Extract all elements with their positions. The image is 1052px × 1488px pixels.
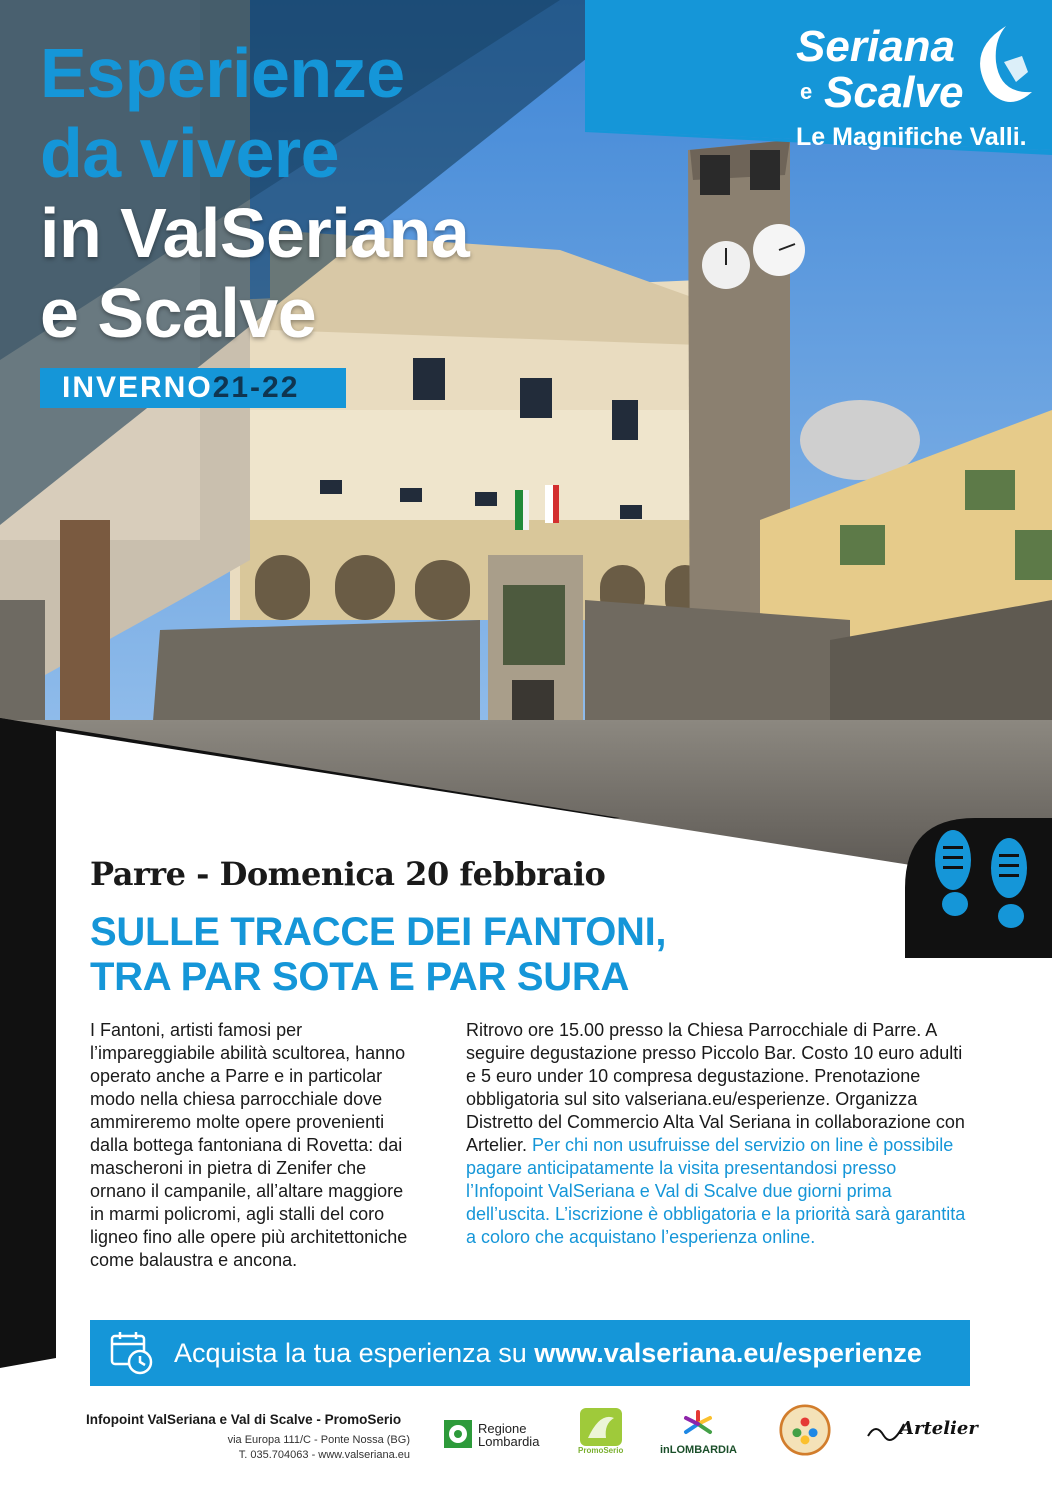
footer-contact: T. 035.704063 - www.valseriana.eu (238, 1449, 410, 1461)
purchase-text (174, 1320, 922, 1386)
artelier-text: Artelier (900, 1418, 978, 1439)
regione-line-1: Regione (478, 1421, 527, 1436)
title-line-4: e Scalve (40, 274, 317, 352)
event-title-line-1: SULLE TRACCE DEI FANTONI, (90, 910, 667, 954)
seriana-scalve-logo (790, 22, 1040, 162)
logo-conj: e (800, 79, 813, 104)
footer-organization: Infopoint ValSeriana e Val di Scalve - PromoSerio (86, 1412, 402, 1427)
footer-address: via Europa 111/C - Ponte Nossa (BG) (227, 1434, 410, 1446)
moon-goat-icon (970, 22, 1036, 108)
inlombardia-text: inLOMBARDIA (660, 1444, 737, 1456)
event-title-line-2: TRA PAR SOTA E PAR SURA (90, 955, 630, 999)
title-line-1: Esperienze (40, 34, 405, 112)
description-left: I Fantoni, artisti famosi per l’impareggiabile abilità scultorea, hanno operato anche a Parre e in particolar modo nella chiesa parrocchiale dove ammireremo molte opere provenienti dalla bottega fantoniana di Rovetta: dai mascheroni in pietra di Zenifer che ornano il campanile, all’altare maggiore in marmi policromi, agli stalli del coro ligneo fino alle opere più architettoniche come balaustra e ancona. (90, 1020, 408, 1270)
purchase-banner[interactable] (90, 1320, 970, 1386)
description-right (466, 1019, 966, 1249)
title-line-2: da vivere (40, 114, 340, 192)
season-word: INVERNO (62, 371, 213, 404)
promoserio-text: PromoSerio (578, 1446, 624, 1455)
regione-line-2: Lombardia (478, 1434, 540, 1449)
footprints-badge (905, 818, 1052, 958)
logo-line-1: Seriana (796, 22, 955, 71)
logo-line-2: Scalve (824, 68, 964, 117)
rose-cross-icon (444, 1420, 472, 1448)
calendar-clock-icon (110, 1330, 154, 1376)
left-black-band (0, 718, 90, 1368)
regione-lombardia-logo (444, 1404, 554, 1456)
event-location-date: Parre - Domenica 20 febbraio (90, 855, 606, 893)
purchase-label: Acquista la tua esperienza su (174, 1338, 527, 1368)
inlombardia-logo (656, 1404, 746, 1456)
star-burst-icon (682, 1410, 714, 1438)
description-right-main: Ritrovo ore 15.00 presso la Chiesa Parrocchiale di Parre. A seguire degustazione presso Piccolo Bar. Costo 10 euro adulti e 5 euro under 10 compresa degustazione. Prenotazione obbligatoria sul sito valseriana.eu/esperienze. Organizza Distretto del Commercio Alta Val Seriana in collaborazione con Artelier. (466, 1020, 965, 1155)
season-years: 21-22 (212, 371, 300, 404)
logo-tagline: Le Magnifiche Valli. (796, 123, 1027, 151)
distretto-commercio-logo (776, 1404, 834, 1456)
promoserio-logo (580, 1404, 624, 1456)
artelier-logo (866, 1404, 976, 1456)
purchase-link[interactable]: www.valseriana.eu/esperienze (534, 1338, 922, 1368)
title-line-3: in ValSeriana (40, 194, 470, 272)
description-right-highlight: Per chi non usufruisse del servizio on line è possibile pagare anticipatamente la visita presentandosi presso l’Infopoint ValSeriana e Val di Scalve due giorni prima dell’uscita. L’iscrizione è obbligatoria e la priorità sarà garantita a coloro che acquistano l’esperienza online. (466, 1135, 966, 1247)
regione-text (478, 1422, 539, 1448)
promoserio-mark-icon (580, 1408, 622, 1446)
season-badge (40, 368, 346, 408)
